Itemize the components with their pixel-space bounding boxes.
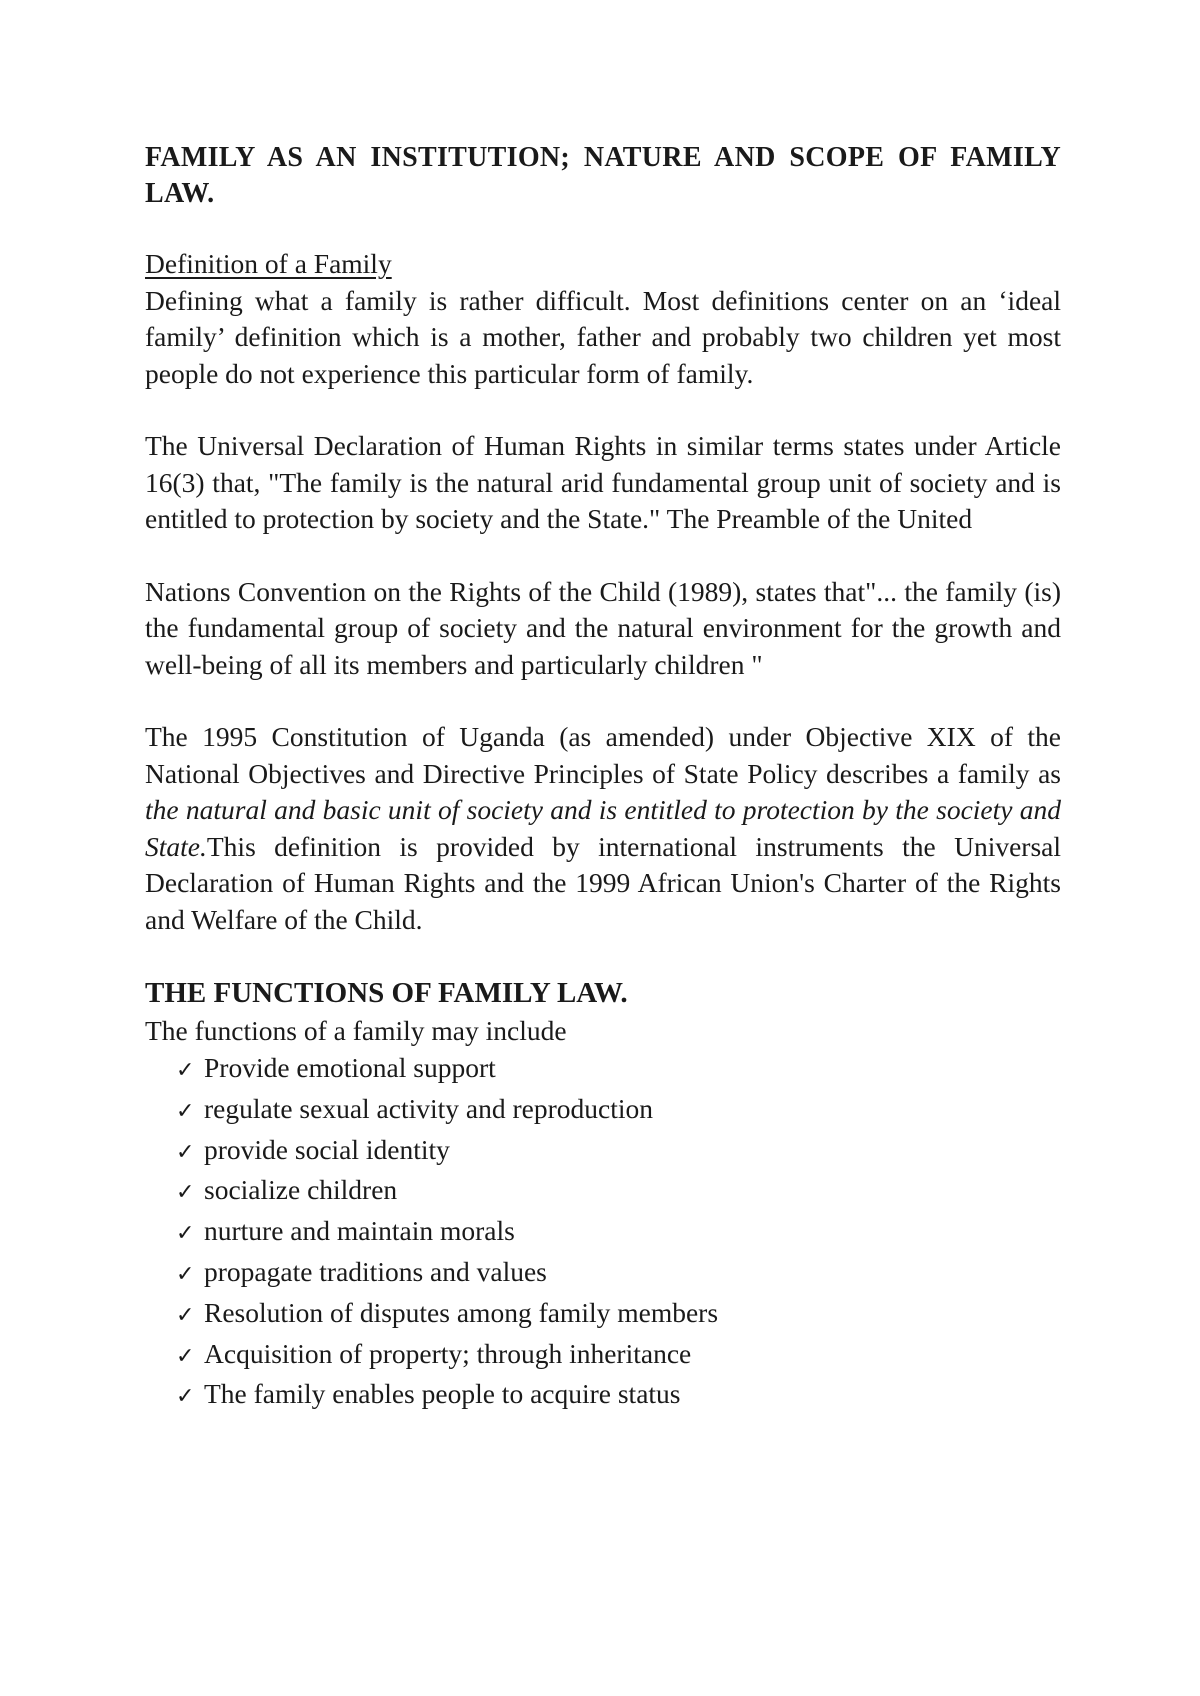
functions-list xyxy=(145,1049,1061,1416)
list-item-text: The family enables people to acquire status xyxy=(204,1378,681,1410)
list-item xyxy=(176,1294,1061,1335)
checkmark-icon: ✓ xyxy=(176,1221,195,1247)
definition-heading: Definition of a Family xyxy=(145,248,392,279)
list-item-text: propagate traditions and values xyxy=(204,1255,547,1287)
document-page xyxy=(145,140,1061,1416)
list-item-text: Provide emotional support xyxy=(204,1052,496,1083)
checkmark-icon: ✓ xyxy=(176,1302,195,1328)
list-item xyxy=(176,1375,1061,1416)
list-item xyxy=(176,1090,1061,1131)
list-item-text: socialize children xyxy=(204,1174,398,1206)
list-item xyxy=(176,1212,1061,1253)
checkmark-icon: ✓ xyxy=(176,1058,195,1083)
constitution-text-end: This definition is provided by international instruments the Universal Declaration of Human Rights and the 1999 African Union's Charter of the Rights and Welfare of the Child. xyxy=(145,830,1061,935)
checkmark-icon: ✓ xyxy=(176,1098,195,1124)
paragraph-definition: Defining what a family is rather difficult. Most definitions center on an ‘ideal family’ definition which is a mother, father and probably two children yet most people do not experience this particular form of family. xyxy=(145,284,1061,389)
functions-intro: The functions of a family may include xyxy=(145,1015,567,1046)
paragraph-uncrc: Nations Convention on the Rights of the Child (1989), states that"... the family (is) the fundamental group of society and the natural environment for the growth and well-being of all its members and particularly children " xyxy=(145,575,1061,680)
constitution-quote: the natural and basic unit of society and is entitled to protection by the society and State. xyxy=(145,794,1061,862)
paragraph-udhr: The Universal Declaration of Human Rights in similar terms states under Article 16(3) that, "The family is the natural arid fundamental group unit of society and is entitled to protection by society and the State." The Preamble of the United xyxy=(145,430,1061,534)
constitution-text-start: The 1995 Constitution of Uganda (as amended) under Objective XIX of the National Objectives and Directive Principles of State Policy describes a family as xyxy=(145,721,1061,789)
list-item xyxy=(176,1049,1061,1090)
paragraph-constitution xyxy=(145,719,1061,938)
list-item xyxy=(176,1131,1061,1172)
checkmark-icon: ✓ xyxy=(176,1139,195,1165)
list-item-text: Resolution of disputes among family members xyxy=(204,1296,719,1328)
list-item xyxy=(176,1171,1061,1212)
list-item-text: provide social identity xyxy=(204,1133,450,1165)
checkmark-icon: ✓ xyxy=(176,1261,195,1287)
checkmark-icon: ✓ xyxy=(176,1180,195,1206)
checkmark-icon: ✓ xyxy=(176,1343,195,1369)
checkmark-icon: ✓ xyxy=(176,1384,195,1410)
functions-heading: THE FUNCTIONS OF FAMILY LAW. xyxy=(145,977,628,1009)
list-item xyxy=(176,1335,1061,1376)
list-item-text: Acquisition of property; through inheritance xyxy=(204,1337,692,1369)
list-item-text: nurture and maintain morals xyxy=(204,1215,515,1247)
list-item xyxy=(176,1253,1061,1294)
list-item-text: regulate sexual activity and reproduction xyxy=(204,1092,653,1124)
document-title: FAMILY AS AN INSTITUTION; NATURE AND SCOPE OF FAMILY LAW. xyxy=(145,142,1061,209)
